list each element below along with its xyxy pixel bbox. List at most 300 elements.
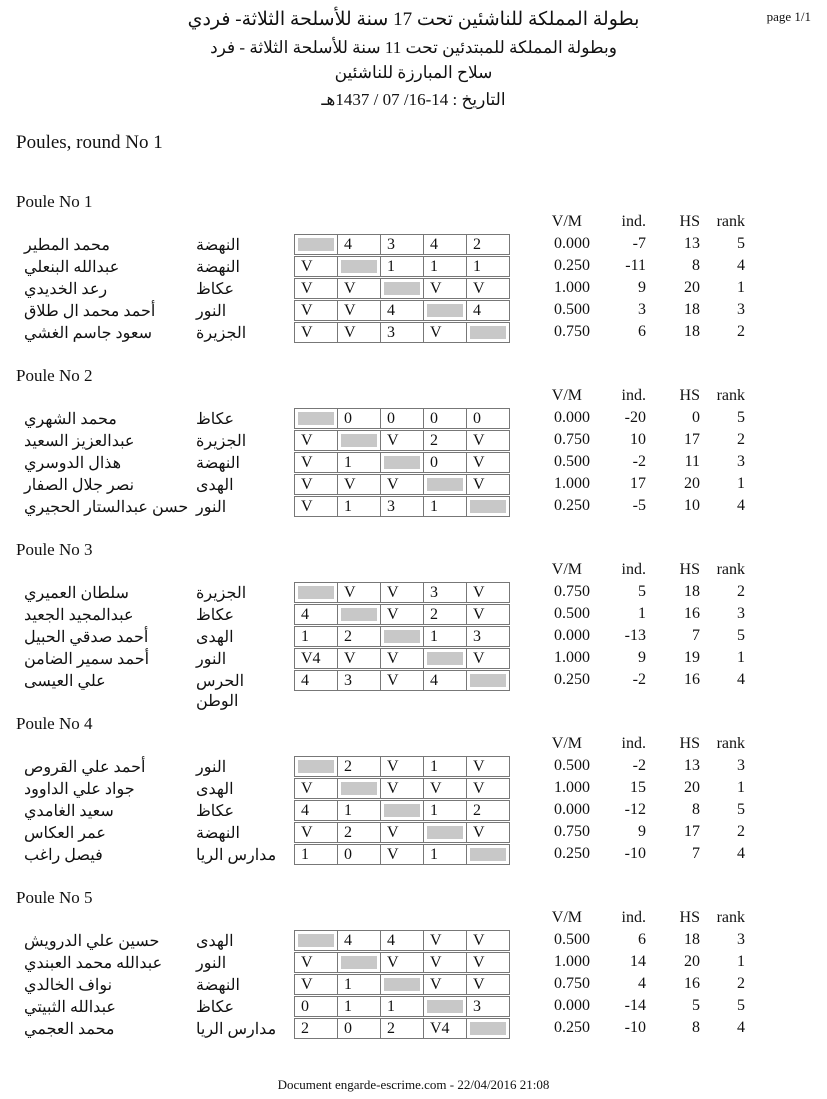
bout-cell: 3 (466, 996, 510, 1017)
bout-cell-self (380, 800, 424, 821)
stat-hs: 8 (692, 257, 700, 274)
bout-cell: V (294, 778, 338, 799)
column-header-hs: HS (679, 735, 700, 752)
poule-title: Poule No 3 (16, 540, 93, 559)
bout-cell-self (294, 234, 338, 255)
stat-hs: 11 (684, 453, 700, 470)
fencer-name: عبدالعزيز السعيد (24, 433, 135, 450)
fencer-name: عبدالله البنعلي (24, 259, 120, 276)
stat-rank: 4 (737, 1019, 745, 1036)
stat-vm: 0.500 (554, 301, 590, 318)
column-header-ind: ind. (621, 561, 646, 578)
bout-cell: V (466, 952, 510, 973)
bout-cell-self (423, 822, 467, 843)
bout-cell: V (466, 604, 510, 625)
fencer-row (0, 930, 827, 952)
bout-cell: 2 (423, 604, 467, 625)
column-header-ind: ind. (621, 735, 646, 752)
stat-hs: 8 (692, 1019, 700, 1036)
stat-rank: 1 (737, 779, 745, 796)
bout-cell: 4 (380, 300, 424, 321)
bout-cell: V4 (294, 648, 338, 669)
stat-ind: -20 (624, 409, 646, 426)
stat-rank: 3 (737, 605, 745, 622)
stat-rank: 2 (737, 323, 745, 340)
fencer-name: جواد علي الداوود (24, 781, 135, 798)
fencer-row (0, 430, 827, 452)
fencer-name: محمد الشهري (24, 411, 117, 428)
bout-cell: 2 (423, 430, 467, 451)
column-header-rank: rank (716, 909, 745, 926)
stat-hs: 17 (684, 823, 700, 840)
fencer-club: النور (196, 955, 227, 972)
bout-cell: 1 (337, 452, 381, 473)
fencer-row (0, 800, 827, 822)
bout-grid-row (294, 430, 509, 450)
fencer-row (0, 234, 827, 256)
column-header-ind: ind. (621, 387, 646, 404)
fencer-row (0, 322, 827, 344)
round-title: Poules, round No 1 (16, 132, 163, 153)
fencer-club: النهضة (196, 977, 240, 994)
fencer-row (0, 952, 827, 974)
page-number: page 1/1 (766, 9, 811, 24)
fencer-row (0, 452, 827, 474)
fencer-name: محمد المطير (24, 237, 110, 254)
fencer-name: رعد الخديدي (24, 281, 108, 298)
bout-grid-row (294, 408, 509, 428)
bout-cell: V (466, 974, 510, 995)
bout-cell-self (466, 1018, 510, 1039)
stat-ind: -11 (625, 257, 646, 274)
stat-hs: 10 (684, 497, 700, 514)
stat-rank: 5 (737, 235, 745, 252)
bout-cell: V (423, 322, 467, 343)
bout-cell: 4 (423, 234, 467, 255)
bout-cell: 1 (423, 844, 467, 865)
bout-cell: V (466, 648, 510, 669)
fencer-club: النور (196, 651, 227, 668)
poule-title: Poule No 2 (16, 366, 93, 385)
poule-section (0, 540, 827, 715)
bout-cell: 2 (294, 1018, 338, 1039)
fencer-row (0, 670, 827, 710)
fencer-name: عبدالله الثبيتي (24, 999, 116, 1016)
bout-cell: 0 (423, 452, 467, 473)
stat-hs: 19 (684, 649, 700, 666)
bout-cell: 1 (337, 996, 381, 1017)
poule-title: Poule No 4 (16, 714, 93, 733)
bout-cell: 0 (337, 844, 381, 865)
fencer-club: عكاظ (196, 803, 235, 820)
bout-cell: V (294, 822, 338, 843)
bout-cell: V (466, 582, 510, 603)
stat-vm: 1.000 (554, 649, 590, 666)
stat-vm: 0.000 (554, 997, 590, 1014)
fencer-name: عبدالله محمد العبندي (24, 955, 163, 972)
fencer-club: الهدى (196, 781, 234, 798)
bout-grid-row (294, 300, 509, 320)
stat-hs: 0 (692, 409, 700, 426)
bout-grid-row (294, 452, 509, 472)
bout-cell: V (466, 822, 510, 843)
bout-cell: V (466, 430, 510, 451)
fencer-club: الحرس الوطن (196, 673, 245, 710)
bout-grid-row (294, 256, 509, 276)
bout-grid-row (294, 234, 509, 254)
bout-cell-self (294, 756, 338, 777)
stat-hs: 18 (684, 931, 700, 948)
bout-cell: 3 (337, 670, 381, 691)
title-date-line: التاريخ : 14-16/ 07 / 1437هـ (321, 90, 506, 109)
bout-cell: 4 (423, 670, 467, 691)
fencer-name: سعيد الغامدي (24, 803, 114, 820)
bout-grid-row (294, 648, 509, 668)
fencer-row (0, 474, 827, 496)
stat-ind: 14 (630, 953, 646, 970)
bout-cell: 0 (337, 1018, 381, 1039)
stat-vm: 0.750 (554, 823, 590, 840)
bout-cell: 2 (380, 1018, 424, 1039)
stat-ind: -12 (624, 801, 646, 818)
fencer-row (0, 844, 827, 866)
fencer-club: النور (196, 303, 227, 320)
fencer-club: النهضة (196, 237, 240, 254)
bout-cell: V (294, 300, 338, 321)
stat-vm: 0.500 (554, 453, 590, 470)
stat-hs: 13 (684, 235, 700, 252)
bout-cell: V (337, 300, 381, 321)
bout-cell: V (423, 974, 467, 995)
stat-hs: 20 (684, 779, 700, 796)
bout-cell: 0 (423, 408, 467, 429)
stat-hs: 16 (684, 605, 700, 622)
stat-hs: 20 (684, 475, 700, 492)
bout-grid-row (294, 1018, 509, 1038)
fencer-name: محمد العجمي (24, 1021, 115, 1038)
bout-cell: V (380, 778, 424, 799)
bout-cell: 1 (466, 256, 510, 277)
bout-cell: V (380, 952, 424, 973)
column-header-rank: rank (716, 213, 745, 230)
stat-rank: 1 (737, 475, 745, 492)
stat-ind: 6 (638, 323, 646, 340)
column-header-hs: HS (679, 561, 700, 578)
stat-ind: 10 (630, 431, 646, 448)
stat-ind: -10 (624, 1019, 646, 1036)
title-line-1: بطولة المملكة للناشئين تحت 17 سنة للأسلحة الثلاثة- فردي (187, 9, 640, 30)
stat-rank: 1 (737, 649, 745, 666)
bout-cell-self (380, 278, 424, 299)
bout-grid-row (294, 930, 509, 950)
stat-ind: -10 (624, 845, 646, 862)
stat-ind: -5 (632, 497, 646, 514)
bout-cell: 1 (423, 800, 467, 821)
bout-cell: 1 (380, 256, 424, 277)
stat-hs: 5 (692, 997, 700, 1014)
fencer-club: الجزيرة (196, 433, 247, 450)
fencer-club: الجزيرة (196, 585, 247, 602)
stat-rank: 4 (737, 497, 745, 514)
fencer-row (0, 778, 827, 800)
fencer-name: نصر جلال الصفار (24, 477, 135, 494)
column-header-rank: rank (716, 735, 745, 752)
bout-cell: 2 (337, 756, 381, 777)
bout-cell-self (380, 452, 424, 473)
bout-cell: V (466, 930, 510, 951)
poule-section (0, 714, 827, 889)
stat-vm: 0.250 (554, 257, 590, 274)
stat-rank: 4 (737, 257, 745, 274)
bout-cell: 1 (337, 974, 381, 995)
stat-ind: 15 (630, 779, 646, 796)
stat-rank: 3 (737, 301, 745, 318)
stat-vm: 0.250 (554, 1019, 590, 1036)
stat-ind: -2 (632, 757, 646, 774)
bout-cell: V (423, 278, 467, 299)
poule-section (0, 192, 827, 367)
bout-cell-self (294, 582, 338, 603)
fencer-club: النور (196, 499, 227, 516)
stat-vm: 1.000 (554, 279, 590, 296)
stat-rank: 2 (737, 431, 745, 448)
stat-ind: -13 (624, 627, 646, 644)
bout-cell-self (466, 322, 510, 343)
bout-grid-row (294, 670, 509, 690)
fencer-club: النهضة (196, 455, 240, 472)
stat-rank: 1 (737, 953, 745, 970)
stat-rank: 1 (737, 279, 745, 296)
stat-hs: 20 (684, 953, 700, 970)
bout-cell: 0 (337, 408, 381, 429)
fencer-club: الجزيرة (196, 325, 247, 342)
fencer-name: سعود جاسم الغشي (24, 325, 152, 342)
bout-cell: V (294, 974, 338, 995)
stat-vm: 0.000 (554, 409, 590, 426)
bout-cell: 4 (337, 234, 381, 255)
stat-vm: 0.750 (554, 431, 590, 448)
fencer-name: حسين علي الدرويش (24, 933, 160, 950)
column-header-vm: V/M (551, 735, 582, 752)
column-header-vm: V/M (551, 387, 582, 404)
fencer-name: هذال الدوسري (24, 455, 122, 472)
stat-ind: 1 (638, 605, 646, 622)
bout-cell: 4 (466, 300, 510, 321)
fencer-name: عبدالمجيد الجعيد (24, 607, 134, 624)
fencer-row (0, 496, 827, 518)
bout-cell: V (466, 778, 510, 799)
bout-cell: V (380, 756, 424, 777)
bout-cell: V (337, 278, 381, 299)
bout-cell: 0 (466, 408, 510, 429)
bout-grid-row (294, 822, 509, 842)
fencer-row (0, 1018, 827, 1040)
bout-grid-row (294, 974, 509, 994)
stat-vm: 0.000 (554, 235, 590, 252)
fencer-name: نواف الخالدي (24, 977, 113, 994)
bout-cell: V (380, 822, 424, 843)
fencer-row (0, 604, 827, 626)
bout-grid-row (294, 844, 509, 864)
bout-cell: 1 (294, 626, 338, 647)
bout-cell-self (294, 930, 338, 951)
bout-cell: 3 (466, 626, 510, 647)
stat-hs: 18 (684, 301, 700, 318)
bout-cell: 3 (380, 322, 424, 343)
fencer-name: أحمد سمير الضامن (24, 651, 150, 668)
bout-cell: V (294, 278, 338, 299)
footer-text: Document engarde-escrime.com - 22/04/2016 21:08 (277, 1077, 550, 1092)
bout-cell-self (466, 670, 510, 691)
stat-vm: 0.750 (554, 975, 590, 992)
fencer-row (0, 626, 827, 648)
stat-hs: 13 (684, 757, 700, 774)
stat-ind: 17 (630, 475, 646, 492)
bout-grid-row (294, 778, 509, 798)
bout-cell: 4 (294, 670, 338, 691)
poule-section (0, 366, 827, 541)
bout-cell: V (423, 952, 467, 973)
bout-cell: V (380, 844, 424, 865)
bout-grid-row (294, 322, 509, 342)
fencer-club: عكاظ (196, 607, 235, 624)
bout-cell: V (294, 496, 338, 517)
bout-cell: 0 (294, 996, 338, 1017)
bout-cell: V (380, 474, 424, 495)
bout-grid-row (294, 800, 509, 820)
bout-grid-row (294, 626, 509, 646)
bout-cell: V (294, 952, 338, 973)
stat-rank: 4 (737, 671, 745, 688)
stat-vm: 0.750 (554, 323, 590, 340)
fencer-row (0, 408, 827, 430)
fencer-club: النهضة (196, 259, 240, 276)
fencer-name: أحمد صدقي الحبيل (24, 629, 149, 646)
stat-rank: 5 (737, 409, 745, 426)
title-line-2: وبطولة المملكة للمبتدئين تحت 11 سنة للأسلحة الثلاثة - فرد (210, 38, 617, 57)
bout-grid-row (294, 996, 509, 1016)
bout-cell: V (423, 930, 467, 951)
stat-rank: 5 (737, 997, 745, 1014)
column-header-vm: V/M (551, 909, 582, 926)
bout-grid-row (294, 496, 509, 516)
stat-hs: 18 (684, 583, 700, 600)
bout-cell: 2 (466, 234, 510, 255)
column-header-hs: HS (679, 213, 700, 230)
stat-hs: 8 (692, 801, 700, 818)
bout-cell-self (337, 778, 381, 799)
stat-vm: 0.500 (554, 757, 590, 774)
bout-cell-self (337, 604, 381, 625)
bout-cell: V (423, 778, 467, 799)
column-header-hs: HS (679, 909, 700, 926)
fencer-name: سلطان العميري (24, 585, 129, 602)
stat-hs: 18 (684, 323, 700, 340)
bout-grid-row (294, 952, 509, 972)
stat-vm: 0.250 (554, 671, 590, 688)
stat-vm: 0.250 (554, 497, 590, 514)
title-line-3: سلاح المبارزة للناشئين (334, 63, 493, 82)
fencer-row (0, 278, 827, 300)
bout-cell: 3 (423, 582, 467, 603)
bout-cell: 1 (423, 256, 467, 277)
bout-cell: 1 (294, 844, 338, 865)
bout-cell: 3 (380, 496, 424, 517)
column-header-hs: HS (679, 387, 700, 404)
bout-cell-self (337, 952, 381, 973)
bout-cell-self (466, 496, 510, 517)
fencer-name: أحمد علي القروص (24, 759, 146, 776)
fencer-name: علي العيسى (24, 673, 106, 690)
bout-cell: 1 (337, 496, 381, 517)
bout-cell-self (423, 648, 467, 669)
fencer-club: عكاظ (196, 411, 235, 428)
bout-cell: V (380, 604, 424, 625)
fencer-name: عمر العكاس (24, 825, 106, 842)
stat-rank: 2 (737, 975, 745, 992)
fencer-club: عكاظ (196, 281, 235, 298)
bout-cell: 0 (380, 408, 424, 429)
bout-cell-self (423, 996, 467, 1017)
stat-hs: 17 (684, 431, 700, 448)
fencer-club: النهضة (196, 825, 240, 842)
fencer-row (0, 996, 827, 1018)
bout-cell: V (380, 582, 424, 603)
bout-cell: V (337, 322, 381, 343)
stat-vm: 0.750 (554, 583, 590, 600)
stat-ind: -14 (624, 997, 646, 1014)
bout-cell: V (380, 430, 424, 451)
stat-vm: 0.500 (554, 931, 590, 948)
stat-ind: 3 (638, 301, 646, 318)
fencer-club: الهدى (196, 629, 234, 646)
fencer-row (0, 582, 827, 604)
fencer-club: مدارس الريا (196, 1021, 277, 1038)
fencer-club: عكاظ (196, 999, 235, 1016)
bout-cell: 2 (337, 626, 381, 647)
fencer-row (0, 974, 827, 996)
bout-cell-self (294, 408, 338, 429)
stat-vm: 0.500 (554, 605, 590, 622)
stat-rank: 2 (737, 823, 745, 840)
bout-grid-row (294, 756, 509, 776)
bout-grid-row (294, 278, 509, 298)
fencer-row (0, 256, 827, 278)
stat-ind: 9 (638, 823, 646, 840)
bout-cell-self (423, 300, 467, 321)
bout-cell: 1 (423, 496, 467, 517)
bout-cell: V (380, 670, 424, 691)
fencer-row (0, 648, 827, 670)
stat-ind: -7 (632, 235, 646, 252)
bout-cell: V (294, 322, 338, 343)
bout-cell: V (337, 474, 381, 495)
stat-hs: 7 (692, 845, 700, 862)
poule-section (0, 888, 827, 1063)
bout-cell: V (466, 474, 510, 495)
fencer-club: النور (196, 759, 227, 776)
fencer-row (0, 300, 827, 322)
fencer-club: الهدى (196, 477, 234, 494)
bout-cell: V (294, 256, 338, 277)
bout-grid-row (294, 604, 509, 624)
bout-grid-row (294, 582, 509, 602)
stat-hs: 20 (684, 279, 700, 296)
bout-cell: V4 (423, 1018, 467, 1039)
stat-hs: 16 (684, 671, 700, 688)
fencer-name: أحمد محمد ال طلاق (24, 303, 156, 320)
fencer-name: فيصل راغب (24, 847, 103, 864)
